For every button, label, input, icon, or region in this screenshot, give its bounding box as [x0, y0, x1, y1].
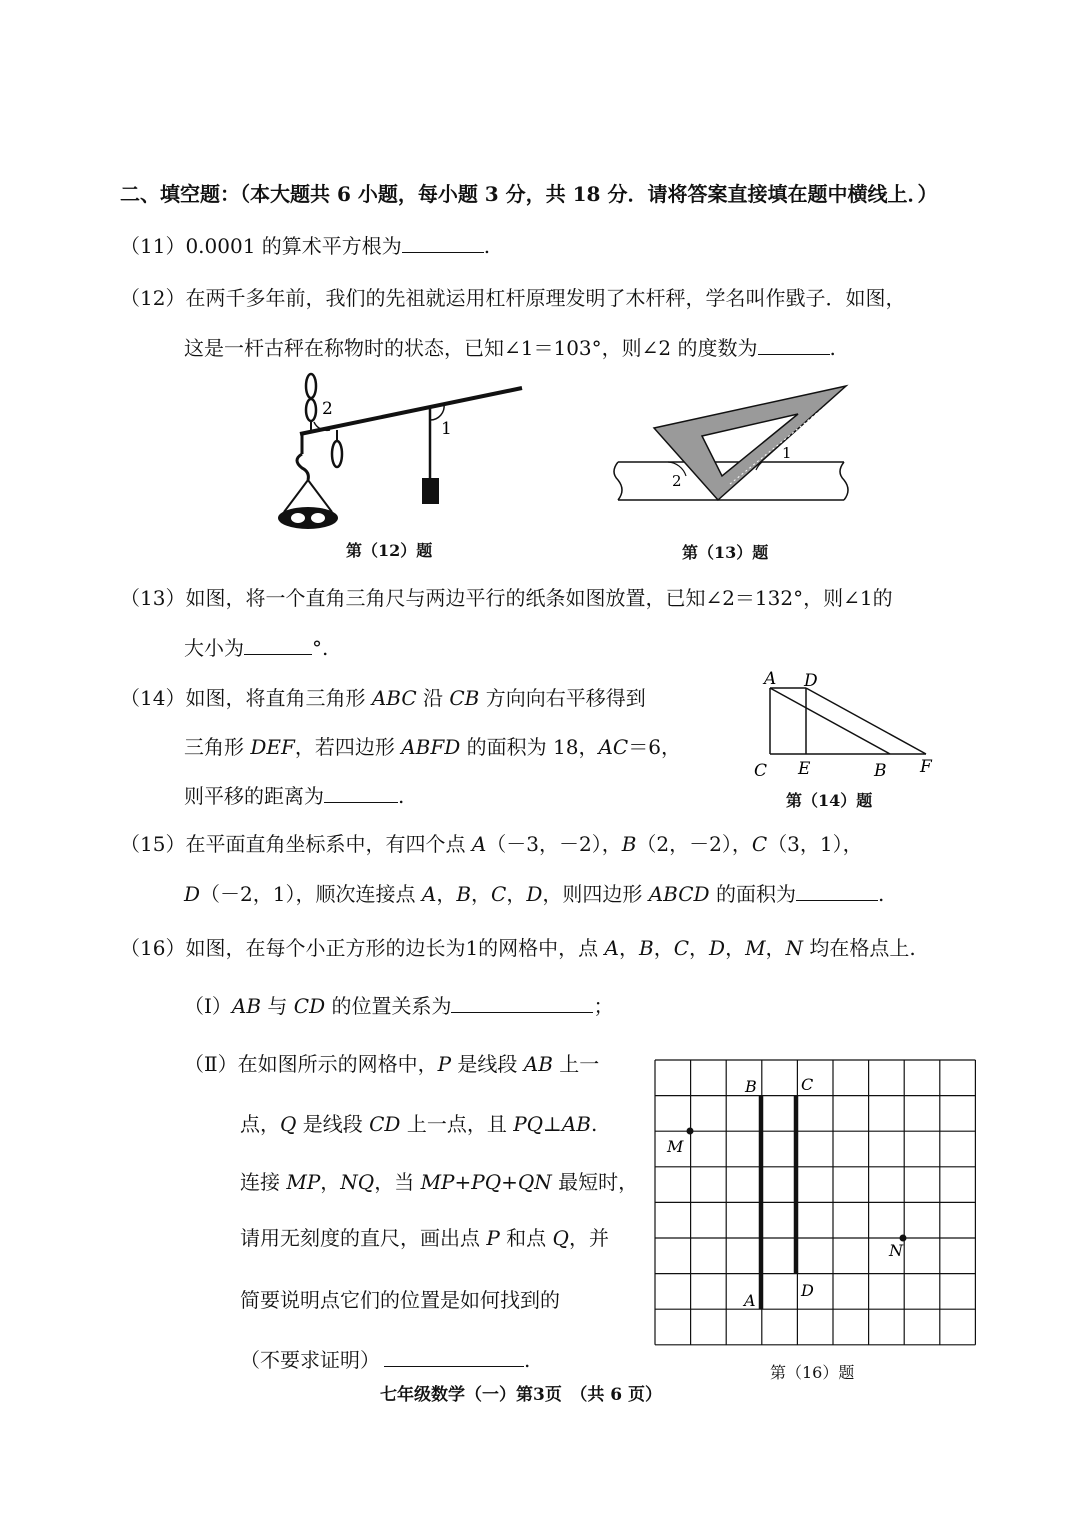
question-11 — [120, 232, 490, 260]
figure-12-caption: 第（12）题 — [346, 541, 433, 560]
question-13-line-1 — [120, 584, 893, 612]
point-a: A — [471, 832, 487, 856]
math-abc: ABC — [371, 686, 417, 710]
hook — [297, 454, 308, 480]
question-16-line-1 — [120, 934, 916, 962]
math-c: C — [491, 882, 507, 906]
label-e: E — [798, 759, 811, 779]
side-loop — [332, 441, 342, 467]
math-cd: CD — [293, 994, 326, 1018]
text: 如图，将直角三角形 — [185, 686, 372, 710]
text: ＝6， — [628, 735, 681, 759]
part-number: （Ⅰ） — [184, 994, 232, 1018]
math-b: B — [639, 936, 654, 960]
answer-blank[interactable] — [451, 992, 593, 1013]
pan — [278, 507, 338, 529]
label-b: B — [874, 761, 887, 781]
math-nq: NQ — [340, 1170, 375, 1194]
text: 与 — [261, 994, 294, 1018]
text: 沿 — [416, 686, 450, 710]
question-number: （14） — [120, 686, 186, 710]
label-n: N — [889, 1241, 903, 1260]
question-14-line-2 — [184, 733, 681, 761]
question-text: 在两千多年前，我们的先祖就运用杠杆原理发明了木杆秤，学名叫作戥子．如图， — [185, 286, 906, 310]
question-12-line-1 — [120, 284, 905, 312]
question-text: 如图，将一个直角三角尺与两边平行的纸条如图放置，已知∠2＝132°，则∠1的 — [185, 586, 893, 610]
text: 方向向右平移得到 — [479, 686, 646, 710]
punctuation: . — [877, 882, 885, 906]
question-14-line-3 — [184, 782, 404, 810]
figure-16-grid — [648, 1052, 984, 1352]
pan-hole-left — [291, 513, 305, 523]
answer-blank[interactable] — [324, 782, 398, 803]
math-d: D — [709, 936, 726, 960]
math-n: N — [785, 936, 804, 960]
coord-d: （－2，1），顺次连接点 — [200, 882, 422, 906]
math-m: M — [745, 936, 766, 960]
section-heading: 二、填空题：（本大题共 6 小题，每小题 3 分，共 18 分．请将答案直接填在题中横线上．） — [120, 182, 938, 206]
text: 的位置关系为 — [325, 994, 452, 1018]
question-number: （16） — [120, 936, 186, 960]
math-c: C — [673, 936, 690, 960]
math-abfd: ABFD — [401, 735, 461, 759]
grid-lines — [655, 1060, 975, 1345]
math-pq: PQ — [513, 1112, 544, 1136]
math-p: P — [486, 1226, 500, 1250]
text: 和点 — [499, 1226, 553, 1250]
punctuation: . — [591, 1112, 598, 1136]
text: ，并 — [568, 1226, 609, 1250]
answer-blank[interactable] — [758, 334, 830, 355]
segment-df — [806, 688, 926, 754]
text: 最短时， — [551, 1170, 639, 1194]
label-m: M — [667, 1137, 684, 1156]
label-a: A — [764, 669, 777, 689]
punctuation: ； — [593, 994, 614, 1018]
answer-blank[interactable] — [796, 880, 878, 901]
angle-2-label: 2 — [322, 399, 333, 419]
question-text: 0.0001 的算术平方根为 — [185, 234, 402, 258]
question-14-line-1 — [120, 684, 646, 712]
math-ab: AB — [561, 1112, 591, 1136]
beam — [300, 388, 522, 434]
figure-16-caption: 第（16）题 — [770, 1363, 855, 1382]
text: 请用无刻度的直尺，画出点 — [240, 1226, 487, 1250]
text: 均在格点上. — [803, 936, 916, 960]
question-16-part-2-line-1 — [184, 1050, 599, 1078]
sep: ， — [765, 936, 786, 960]
point-b: B — [621, 832, 637, 856]
math-cb: CB — [449, 686, 480, 710]
math-d: D — [526, 882, 543, 906]
math-q: Q — [280, 1112, 297, 1136]
point-c: C — [751, 832, 768, 856]
strip-left-edge — [614, 462, 622, 500]
text: 上一点，且 — [400, 1112, 514, 1136]
weight — [422, 478, 439, 504]
part-number: （Ⅱ） — [184, 1052, 238, 1076]
text: ，当 — [374, 1170, 421, 1194]
punctuation: °. — [312, 636, 329, 660]
question-15-line-2 — [184, 880, 884, 908]
sep: ， — [619, 936, 639, 960]
point-m — [687, 1128, 694, 1135]
question-text: 这是一杆古秤在称物时的状态，已知∠1＝103°，则∠2 的度数为 — [184, 336, 758, 360]
math-a: A — [421, 882, 437, 906]
label-f: F — [920, 757, 932, 777]
math-ab: AB — [523, 1052, 553, 1076]
text: 则平移的距离为 — [184, 784, 324, 808]
punctuation: . — [524, 1348, 531, 1372]
text: 是线段 — [296, 1112, 370, 1136]
math-ac: AC — [598, 735, 629, 759]
question-number: （15） — [120, 832, 186, 856]
punctuation: . — [829, 336, 836, 360]
segment-ab — [770, 688, 890, 754]
answer-blank[interactable] — [244, 634, 312, 655]
text: 是线段 — [451, 1052, 524, 1076]
question-15-line-1 — [120, 830, 863, 858]
math-q: Q — [552, 1226, 569, 1250]
perp-symbol: ⊥ — [543, 1112, 562, 1136]
label-b: B — [745, 1077, 757, 1096]
sep: ， — [653, 936, 674, 960]
math-ab: AB — [231, 994, 262, 1018]
text: 在如图所示的网格中， — [237, 1052, 438, 1076]
math-p: P — [437, 1052, 452, 1076]
sep: ， — [725, 936, 746, 960]
question-16-part-2-line-3 — [240, 1168, 638, 1196]
coord-c: （3，1）， — [767, 832, 863, 856]
math-cd: CD — [369, 1112, 401, 1136]
question-13-line-2 — [184, 634, 328, 662]
question-number: （13） — [120, 586, 186, 610]
question-16-part-1 — [184, 992, 613, 1020]
label-a: A — [744, 1291, 756, 1310]
math-a: A — [604, 936, 619, 960]
text: 的面积为 18， — [460, 735, 599, 759]
question-16-part-2-line-6 — [240, 1346, 530, 1374]
math-sum: MP+PQ+QN — [420, 1170, 552, 1194]
punctuation: . — [398, 784, 405, 808]
text: （不要求证明） — [240, 1348, 380, 1372]
angle-1-label: 1 — [782, 444, 792, 462]
question-16-part-2-line-5: 简要说明点它们的位置是如何找到的 — [240, 1288, 560, 1312]
text: 点， — [240, 1112, 280, 1136]
question-text: 大小为 — [184, 636, 244, 660]
coord-b: （2，－2）， — [636, 832, 752, 856]
text: 在平面直角坐标系中，有四个点 — [185, 832, 472, 856]
question-16-part-2-line-4 — [240, 1224, 609, 1252]
math-mp: MP — [286, 1170, 321, 1194]
label-d: D — [804, 671, 818, 691]
answer-blank[interactable] — [402, 232, 484, 253]
punctuation: . — [483, 234, 491, 258]
question-number: （12） — [120, 286, 186, 310]
answer-blank[interactable] — [384, 1346, 524, 1367]
hanging-loop-top — [306, 374, 316, 398]
triangle-ruler — [654, 386, 846, 500]
question-16-part-2-line-2 — [240, 1110, 597, 1138]
text: 如图，在每个小正方形的边长为1的网格中，点 — [185, 936, 605, 960]
strip-right-edge — [840, 462, 848, 500]
pan-hole-right — [311, 513, 325, 523]
sep: ， — [320, 1170, 341, 1194]
text: 三角形 — [184, 735, 251, 759]
question-number: （11） — [120, 234, 186, 258]
label-c: C — [801, 1075, 814, 1094]
figure-13-caption: 第（13）题 — [682, 543, 769, 562]
label-c: C — [754, 761, 768, 781]
label-d: D — [801, 1281, 814, 1300]
page-footer: 七年级数学（一）第3页 （共 6 页） — [380, 1385, 662, 1405]
figure-14-translation — [748, 666, 948, 782]
angle-2-label: 2 — [672, 472, 682, 490]
sep: ， — [436, 882, 457, 906]
text: ，若四边形 — [294, 735, 402, 759]
question-12-line-2 — [184, 334, 836, 362]
figure-14-caption: 第（14）题 — [786, 791, 873, 810]
math-b: B — [456, 882, 472, 906]
text: 上一 — [552, 1052, 600, 1076]
math-def: DEF — [250, 735, 295, 759]
sep: ， — [471, 882, 492, 906]
point-d: D — [184, 882, 201, 906]
hanging-loop-lower — [306, 399, 316, 421]
coord-a: （－3，－2）， — [486, 832, 622, 856]
angle-1-label: 1 — [441, 419, 452, 439]
text: 的面积为 — [709, 882, 796, 906]
sep: ， — [506, 882, 527, 906]
text: 连接 — [240, 1170, 287, 1194]
figure-13-ruler-strip — [606, 380, 856, 510]
sep: ， — [689, 936, 710, 960]
text: ，则四边形 — [542, 882, 649, 906]
math-abcd: ABCD — [648, 882, 710, 906]
figure-12-steelyard — [270, 372, 530, 532]
